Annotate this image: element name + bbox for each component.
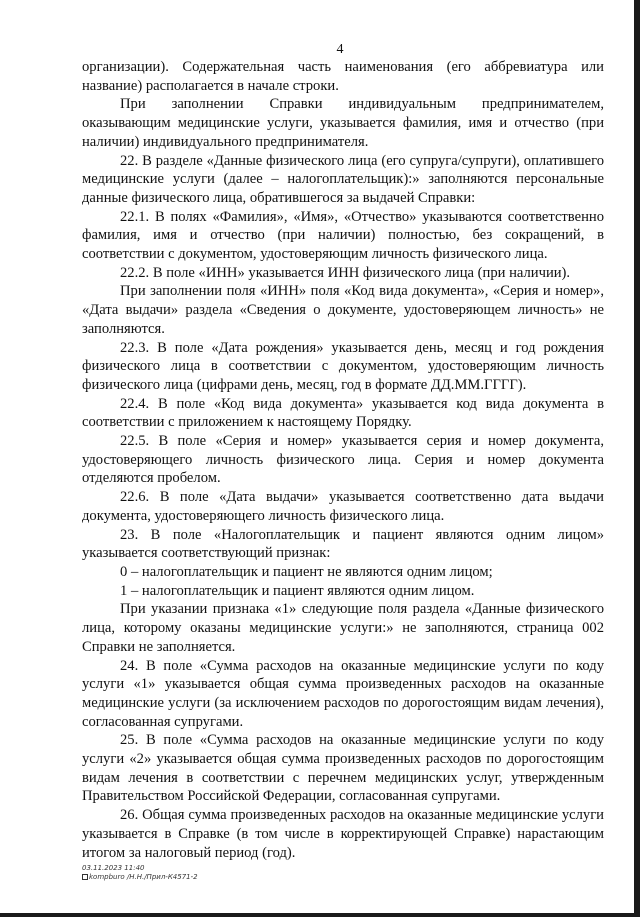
paragraph: 22.3. В поле «Дата рождения» указывается день, месяц и год рождения физического лица в соответствии с документом, удостоверяющим личность физического лица (цифрами день, месяц, год в формате ДД.ММ.ГГГГ). [82,339,604,393]
scan-edge-right [634,0,640,917]
scan-edge-bottom [0,913,640,917]
paragraph: При указании признака «1» следующие поля раздела «Данные физического лица, которому оказаны медицинские услуги:» не заполняются, страница 002 Справки не заполняется. [82,601,604,655]
page-number: 4 [336,42,344,57]
paragraph: 22.1. В полях «Фамилия», «Имя», «Отчество» указываются соответственно фамилия, имя и отчество (при наличии) полностью, без сокращений, в соответствии с документом, удостоверяющим личность физического лица. [82,208,604,263]
document-footer [82,864,198,882]
footer-path: kompburo /Н.Н./Прил-К4571-2 [89,873,198,881]
paragraph: 0 – налогоплательщик и пациент не являются одним лицом; [120,563,493,580]
file-icon [82,874,88,880]
paragraph: организации). Содержательная часть наименования (его аббревиатура или название) располагается в начале строки. [82,59,604,94]
paragraph: 26. Общая сумма произведенных расходов на оказанные медицинские услуги указывается в Справке (в том числе в корректирующей Справке) нарастающим итогом за налоговый период (год). [82,807,604,861]
paragraph: При заполнении Справки индивидуальным предпринимателем, оказывающим медицинские услуги, указывается фамилия, имя и отчество (при наличии) индивидуального предпринимателя. [82,96,604,150]
paragraph: 23. В поле «Налогоплательщик и пациент являются одним лицом» указывается соответствующий признак: [82,526,604,562]
footer-date: 03.11.2023 11:40 [82,864,145,872]
paragraph: 22.4. В поле «Код вида документа» указывается код вида документа в соответствии с приложением к настоящему Порядку. [82,395,604,431]
paragraph: 22.6. В поле «Дата выдачи» указывается соответственно дата выдачи документа, удостоверяющего личность физического лица. [82,489,604,524]
paragraph: 22.5. В поле «Серия и номер» указывается серия и номер документа, удостоверяющего личность физического лица. Серия и номер документа отделяются пробелом. [82,433,604,487]
paragraph: 24. В поле «Сумма расходов на оказанные медицинские услуги по коду услуги «1» указывается общая сумма произведенных расходов на оказанные медицинские услуги (за исключением расходов по дорогостоящим видам лечения), согласованная супругами. [82,657,604,730]
footer-path-line [82,873,198,882]
document-body [82,58,604,862]
paragraph: 22. В разделе «Данные физического лица (его супруга/супруги), оплатившего медицинские услуги (далее – налогоплательщик):» заполняются персональные данные физического лица, обратившегося за выдачей Справки: [82,152,604,206]
paragraph: 25. В поле «Сумма расходов на оказанные медицинские услуги по коду услуги «2» указывается общая сумма произведенных расходов по дорогостоящим видам лечения в соответствии с перечнем медицинских услуг, утвержденным Правительством Российской Федерации, согласованная супругами. [82,732,604,805]
paragraph: При заполнении поля «ИНН» поля «Код вида документа», «Серия и номер», «Дата выдачи» раздела «Сведения о документе, удостоверяющем личность» не заполняются. [82,283,604,337]
paragraph: 1 – налогоплательщик и пациент являются одним лицом. [120,582,475,599]
paragraph: 22.2. В поле «ИНН» указывается ИНН физического лица (при наличии). [120,264,571,281]
